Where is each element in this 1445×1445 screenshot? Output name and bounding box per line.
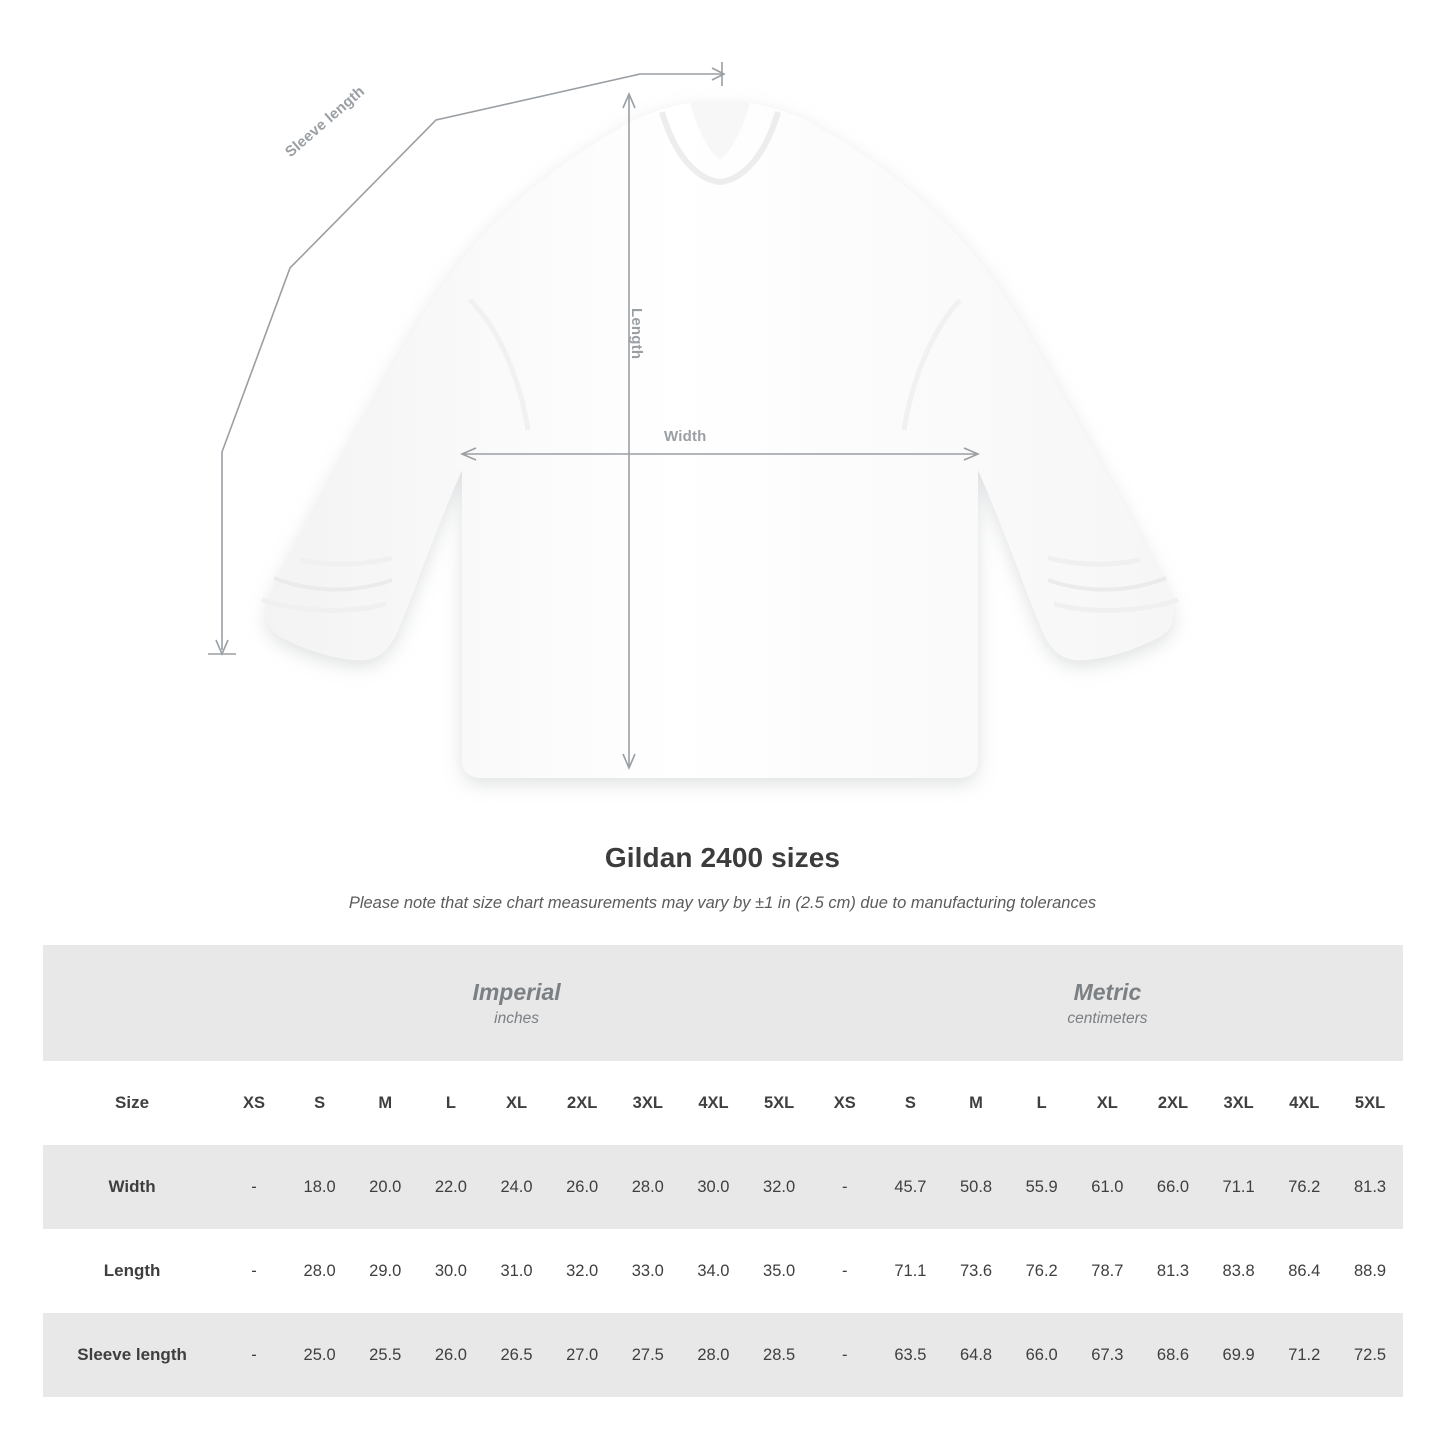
size-header-imperial-4xl: 4XL (681, 1061, 747, 1145)
cell-width-metric-5xl: 81.3 (1337, 1145, 1403, 1229)
size-header-imperial-m: M (352, 1061, 418, 1145)
unit-system-row (43, 945, 1403, 1061)
size-chart-table (43, 945, 1403, 1397)
cell-length-metric-xl: 78.7 (1075, 1229, 1141, 1313)
width-annotation: Width (664, 428, 707, 445)
size-header-imperial-xs: XS (221, 1061, 287, 1145)
cell-length-metric-4xl: 86.4 (1271, 1229, 1337, 1313)
cell-width-imperial-l: 22.0 (418, 1145, 484, 1229)
size-header-metric-m: M (943, 1061, 1009, 1145)
cell-length-imperial-5xl: 35.0 (746, 1229, 812, 1313)
metric-unit: centimeters (1067, 1010, 1148, 1028)
cell-sleeve-imperial-4xl: 28.0 (681, 1313, 747, 1397)
cell-width-imperial-m: 20.0 (352, 1145, 418, 1229)
tolerance-note: Please note that size chart measurements may vary by ±1 in (2.5 cm) due to manufacturing tolerances (348, 894, 1097, 912)
cell-width-metric-l: 55.9 (1009, 1145, 1075, 1229)
row-label-width: Width (43, 1145, 221, 1229)
size-header-metric-xl: XL (1075, 1061, 1141, 1145)
cell-length-imperial-2xl: 32.0 (549, 1229, 615, 1313)
cell-sleeve-metric-3xl: 69.9 (1206, 1313, 1272, 1397)
size-header-imperial-xl: XL (484, 1061, 550, 1145)
table-row (43, 1313, 1403, 1397)
cell-sleeve-imperial-xl: 26.5 (484, 1313, 550, 1397)
imperial-group-cell (221, 945, 812, 1061)
cell-length-metric-3xl: 83.8 (1206, 1229, 1272, 1313)
length-annotation: Length (628, 308, 645, 360)
cell-width-imperial-3xl: 28.0 (615, 1145, 681, 1229)
size-header-imperial-2xl: 2XL (549, 1061, 615, 1145)
cell-width-imperial-xs: - (221, 1145, 287, 1229)
cell-width-metric-4xl: 76.2 (1271, 1145, 1337, 1229)
cell-sleeve-metric-l: 66.0 (1009, 1313, 1075, 1397)
size-header-imperial-3xl: 3XL (615, 1061, 681, 1145)
cell-length-imperial-s: 28.0 (287, 1229, 353, 1313)
cell-width-imperial-s: 18.0 (287, 1145, 353, 1229)
cell-width-metric-2xl: 66.0 (1140, 1145, 1206, 1229)
cell-width-metric-xl: 61.0 (1075, 1145, 1141, 1229)
size-header-label: Size (43, 1061, 221, 1145)
cell-sleeve-imperial-2xl: 27.0 (549, 1313, 615, 1397)
size-header-metric-4xl: 4XL (1271, 1061, 1337, 1145)
cell-length-imperial-l: 30.0 (418, 1229, 484, 1313)
cell-length-metric-s: 71.1 (878, 1229, 944, 1313)
cell-sleeve-metric-xl: 67.3 (1075, 1313, 1141, 1397)
cell-length-imperial-4xl: 34.0 (681, 1229, 747, 1313)
cell-width-imperial-2xl: 26.0 (549, 1145, 615, 1229)
cell-length-metric-xs: - (812, 1229, 878, 1313)
cell-sleeve-metric-xs: - (812, 1313, 878, 1397)
cell-width-metric-m: 50.8 (943, 1145, 1009, 1229)
cell-width-imperial-xl: 24.0 (484, 1145, 550, 1229)
cell-sleeve-imperial-l: 26.0 (418, 1313, 484, 1397)
cell-width-metric-xs: - (812, 1145, 878, 1229)
imperial-unit: inches (494, 1010, 539, 1028)
size-header-imperial-l: L (418, 1061, 484, 1145)
size-header-row (43, 1061, 1403, 1145)
cell-sleeve-metric-5xl: 72.5 (1337, 1313, 1403, 1397)
cell-length-metric-l: 76.2 (1009, 1229, 1075, 1313)
cell-sleeve-imperial-5xl: 28.5 (746, 1313, 812, 1397)
cell-length-imperial-m: 29.0 (352, 1229, 418, 1313)
cell-sleeve-metric-s: 63.5 (878, 1313, 944, 1397)
shirt-body-shape (266, 103, 1174, 778)
cell-sleeve-imperial-3xl: 27.5 (615, 1313, 681, 1397)
size-header-imperial-s: S (287, 1061, 353, 1145)
cell-sleeve-imperial-m: 25.5 (352, 1313, 418, 1397)
cell-length-imperial-xl: 31.0 (484, 1229, 550, 1313)
cell-length-metric-2xl: 81.3 (1140, 1229, 1206, 1313)
size-header-metric-3xl: 3XL (1206, 1061, 1272, 1145)
size-header-metric-2xl: 2XL (1140, 1061, 1206, 1145)
cell-sleeve-metric-2xl: 68.6 (1140, 1313, 1206, 1397)
cell-sleeve-imperial-s: 25.0 (287, 1313, 353, 1397)
cell-width-imperial-4xl: 30.0 (681, 1145, 747, 1229)
cell-width-imperial-5xl: 32.0 (746, 1145, 812, 1229)
size-header-metric-s: S (878, 1061, 944, 1145)
imperial-label: Imperial (472, 978, 561, 1005)
cell-sleeve-metric-4xl: 71.2 (1271, 1313, 1337, 1397)
cell-width-metric-s: 45.7 (878, 1145, 944, 1229)
row-label-sleeve-length: Sleeve length (43, 1313, 221, 1397)
size-header-imperial-5xl: 5XL (746, 1061, 812, 1145)
size-header-metric-5xl: 5XL (1337, 1061, 1403, 1145)
cell-length-imperial-3xl: 33.0 (615, 1229, 681, 1313)
unit-spacer-cell (43, 945, 221, 1061)
size-table-wrapper (43, 945, 1403, 1397)
cell-length-metric-m: 73.6 (943, 1229, 1009, 1313)
cell-sleeve-metric-m: 64.8 (943, 1313, 1009, 1397)
size-header-metric-l: L (1009, 1061, 1075, 1145)
table-row (43, 1229, 1403, 1313)
title-block (0, 842, 1445, 913)
cell-length-metric-5xl: 88.9 (1337, 1229, 1403, 1313)
table-row (43, 1145, 1403, 1229)
sleeve-length-annotation: Sleeve length (282, 82, 369, 161)
metric-label: Metric (1073, 978, 1142, 1005)
row-label-length: Length (43, 1229, 221, 1313)
cell-sleeve-imperial-xs: - (221, 1313, 287, 1397)
metric-group-cell (812, 945, 1403, 1061)
cell-length-imperial-xs: - (221, 1229, 287, 1313)
size-header-metric-xs: XS (812, 1061, 878, 1145)
cell-width-metric-3xl: 71.1 (1206, 1145, 1272, 1229)
page-title: Gildan 2400 sizes (604, 842, 841, 873)
